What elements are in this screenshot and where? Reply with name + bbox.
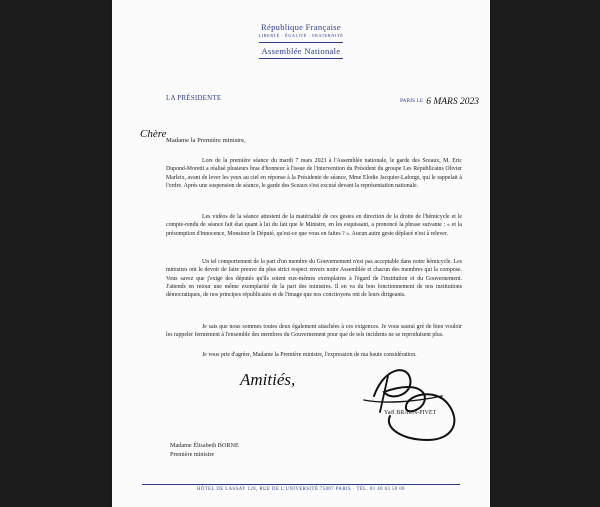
paragraph-2: [166, 213, 462, 238]
sender-title: LA PRÉSIDENTE: [166, 94, 222, 102]
letter-date: 6 MARS 2023: [426, 97, 479, 107]
letter-page: [112, 0, 490, 507]
salutation: Madame la Première ministre,: [166, 137, 246, 144]
handwritten-closing: Amitiés,: [240, 370, 296, 389]
paragraph-4: [166, 323, 462, 340]
recipient-name: Madame Élisabeth BORNE: [170, 442, 239, 449]
paragraph-1: [166, 157, 462, 190]
letterhead-rule: [259, 42, 343, 43]
recipient-title: Première ministre: [170, 451, 215, 458]
paragraph-text: Les vidéos de la séance attestent de la matérialité de ces gestes en direction de la droite de l'hémicycle et le compte-rendu de séance fait état quant à lui du fait que le Ministre, en les esquissant, a prononcé la phrase suivante : « et la présomption d'innocence, Monsieur le Député, qu'est-ce que vous en faites ? ». Aucun autre geste déplacé n'est à relever.: [166, 214, 462, 237]
republic-heading: République Française: [261, 22, 341, 32]
place-label: PARIS LE: [400, 98, 424, 104]
republic-motto: LIBERTÉ · ÉGALITÉ · FRATERNITÉ: [258, 33, 344, 38]
paragraph-text: Lors de la première séance du mardi 7 mars 2023 à l'Assemblée nationale, le garde des Sceaux, M. Eric Dupond-Moretti a réalisé plusieurs bras d'honneur à l'issue de l'intervention du Président du groupe Les Républicains Olivier Marleix, avant de lever les yeux au ciel en réponse à la Présidente de séance, Mme Elodie Jacquier-Laforge, qui le rappelait à l'ordre. Après une suspension de séance, le garde des Sceaux s'est excusé devant la représentation nationale.: [166, 158, 462, 189]
paragraph-3: [166, 258, 462, 299]
signature-mark: [344, 356, 474, 446]
letterhead: [112, 22, 490, 59]
paragraph-text: Je sais que nous sommes toutes deux également attachées à ces exigences. Je vous saurai gré de bien vouloir les rappeler fermement à l'ensemble des membres du Gouvernement pour que de tels incidents ne se reproduisent plus.: [166, 324, 462, 339]
assembly-rule: [259, 58, 343, 59]
paragraph-text: Un tel comportement de la part d'un membre du Gouvernement n'est pas acceptable dans notre hémicycle. Les ministres ont le devoir de faire preuve du plus strict respect envers notre Assemblée et chacun des membres qui la compose. Vous savez que j'exige des députés qu'ils soient eux-mêmes exemplaires à l'égard de l'institution et du Gouvernement. J'attends en retour une même exemplarité de la part des ministres. Il en va du bon fonctionnement de nos institutions démocratiques, de nos principes républicains et de l'image que nos concitoyens ont de leurs dirigeants.: [166, 259, 462, 299]
assembly-heading: Assemblée Nationale: [261, 46, 341, 56]
signer-name: Yaël BRAUN-PIVET: [384, 410, 437, 416]
handwritten-salutation: Chère: [140, 128, 167, 140]
paragraph-text: Je vous prie d'agréer, Madame la Première ministre, l'expression de ma haute considération.: [202, 352, 417, 358]
date-line: [400, 91, 479, 109]
footer-address: HÔTEL DE LASSAY 128, RUE DE L'UNIVERSITÉ 75007 PARIS · TÉL. 01 40 63 50 00: [142, 484, 460, 492]
